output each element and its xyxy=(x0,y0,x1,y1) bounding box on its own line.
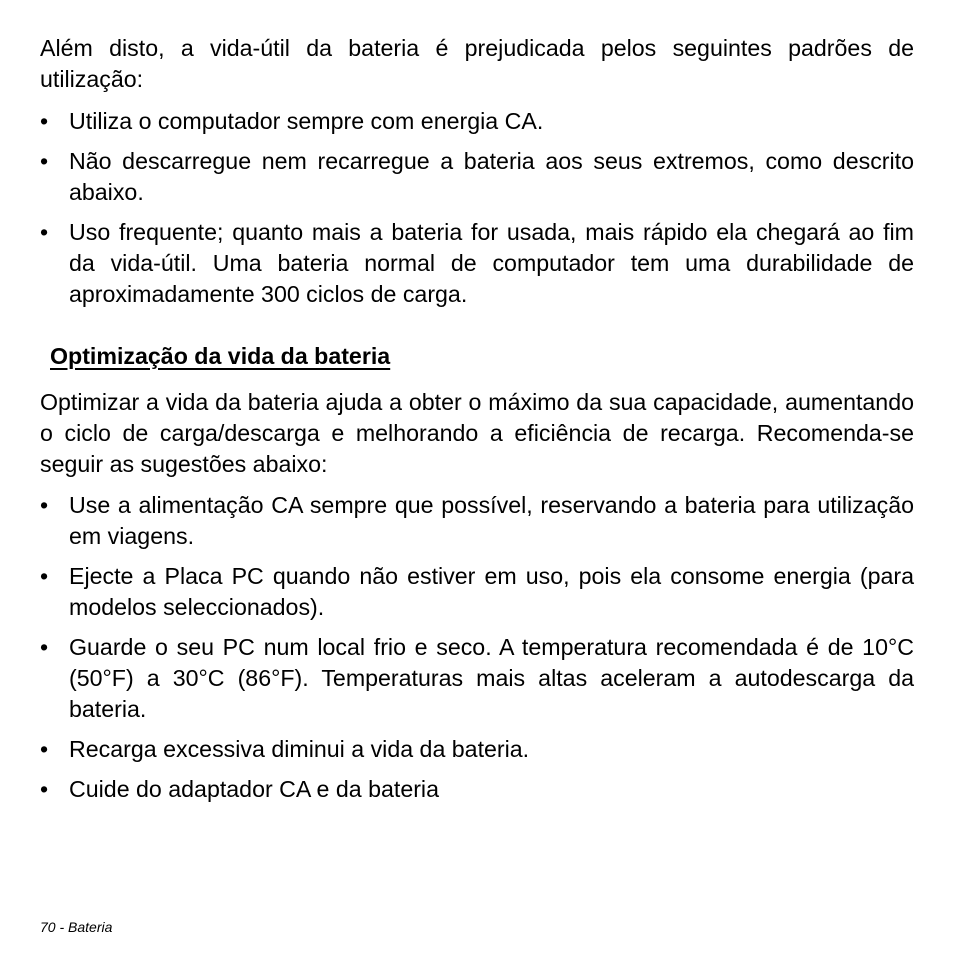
list-item-text: Utiliza o computador sempre com energia CA. xyxy=(69,108,544,134)
list-item xyxy=(40,561,914,623)
bullet-icon: • xyxy=(40,492,49,518)
intro-paragraph: Além disto, a vida-útil da bateria é prejudicada pelos seguintes padrões de utilização: xyxy=(40,35,914,92)
bullet-icon: • xyxy=(40,776,49,802)
list-item-text: Não descarregue nem recarregue a bateria aos seus extremos, como descrito abaixo. xyxy=(69,148,914,205)
list-item-text: Uso frequente; quanto mais a bateria for usada, mais rápido ela chegará ao fim da vida-útil. Uma bateria normal de computador tem uma durabilidade de aproximadamente 300 ciclos de carga. xyxy=(69,219,914,307)
section-heading: Optimização da vida da bateria xyxy=(50,343,391,369)
list-item xyxy=(40,217,914,310)
bullet-icon: • xyxy=(40,736,49,762)
tips-list xyxy=(40,490,914,805)
list-item xyxy=(40,490,914,552)
page-footer: 70 - Bateria xyxy=(40,919,113,935)
list-item xyxy=(40,632,914,725)
list-item-text: Cuide do adaptador CA e da bateria xyxy=(69,776,439,802)
list-item-text: Guarde o seu PC num local frio e seco. A temperatura recomendada é de 10°C (50°F) a 30°C (86°F). Temperaturas mais altas aceleram a autodescarga da bateria. xyxy=(69,634,914,722)
list-item xyxy=(40,106,914,137)
section-paragraph: Optimizar a vida da bateria ajuda a obter o máximo da sua capacidade, aumentando o ciclo de carga/descarga e melhorando a eficiência de recarga. Recomenda-se seguir as sugestões abaixo: xyxy=(40,389,914,477)
list-item-text: Use a alimentação CA sempre que possível, reservando a bateria para utilização em viagens. xyxy=(69,492,914,549)
list-item-text: Ejecte a Placa PC quando não estiver em uso, pois ela consome energia (para modelos seleccionados). xyxy=(69,563,914,620)
bullet-icon: • xyxy=(40,219,49,245)
list-item-text: Recarga excessiva diminui a vida da bateria. xyxy=(69,736,530,762)
bullet-icon: • xyxy=(40,148,49,174)
document-page xyxy=(40,33,914,814)
usage-patterns-list xyxy=(40,106,914,310)
bullet-icon: • xyxy=(40,108,49,134)
bullet-icon: • xyxy=(40,634,49,660)
list-item xyxy=(40,734,914,765)
list-item xyxy=(40,774,914,805)
list-item xyxy=(40,146,914,208)
bullet-icon: • xyxy=(40,563,49,589)
